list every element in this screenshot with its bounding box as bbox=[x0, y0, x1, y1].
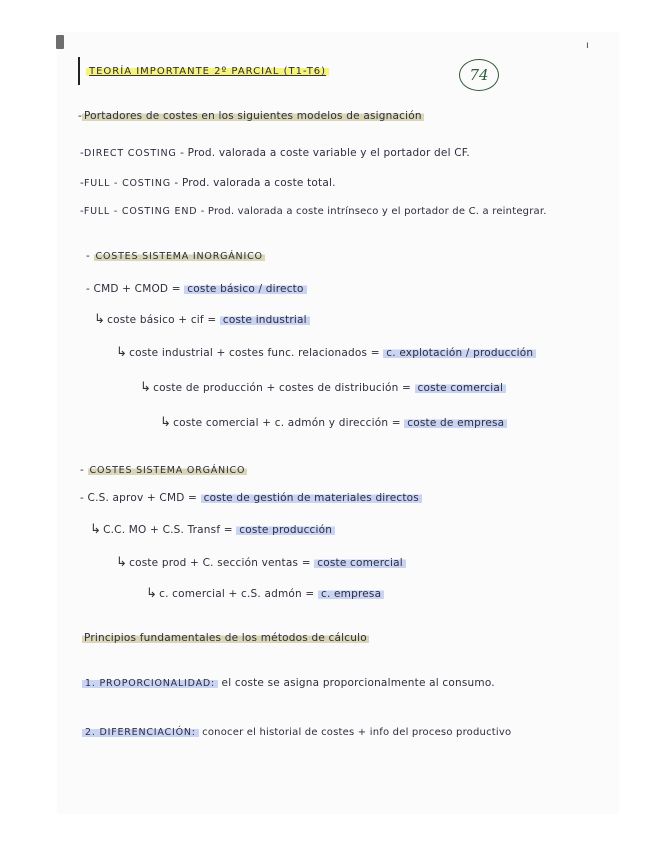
organic-4-left: c. comercial + c.S. admón = bbox=[159, 588, 318, 600]
model-1-name: DIRECT COSTING bbox=[84, 148, 177, 159]
inorganic-line-1: - CMD + CMOD = coste básico / directo bbox=[86, 283, 307, 295]
inorganic-1-left: CMD + CMOD = bbox=[93, 283, 185, 295]
inorganic-line-5 bbox=[160, 415, 507, 430]
inorganic-3-left: coste industrial + costes func. relacionados = bbox=[129, 347, 384, 359]
arrow-icon: ↳ bbox=[160, 415, 172, 430]
organic-heading-text: COSTES SISTEMA ORGÁNICO bbox=[89, 465, 246, 476]
organic-1-result: coste de gestión de materiales directos bbox=[201, 492, 422, 504]
inorganic-line-4 bbox=[140, 380, 506, 395]
page-number-text: 74 bbox=[469, 66, 489, 84]
inorganic-line-2 bbox=[94, 312, 310, 327]
organic-line-3 bbox=[116, 555, 406, 570]
title-margin-bar bbox=[78, 57, 80, 85]
organic-line-2 bbox=[90, 522, 335, 537]
page-title-text: TEORÍA IMPORTANTE 2º PARCIAL (T1-T6) bbox=[86, 66, 329, 77]
page-title bbox=[86, 66, 329, 77]
organic-2-left: C.C. MO + C.S. Transf = bbox=[103, 524, 237, 536]
principles-heading-text: Principios fundamentales de los métodos de cálculo bbox=[84, 632, 367, 644]
intro-line: - Portadores de costes en los siguientes modelos de asignación bbox=[78, 110, 422, 122]
inorganic-5-left: coste comercial + c. admón y dirección = bbox=[173, 417, 405, 429]
organic-line-1: - C.S. aprov + CMD = coste de gestión de materiales directos bbox=[80, 492, 422, 504]
principle-1 bbox=[82, 677, 495, 689]
inorganic-3-result: c. explotación / producción bbox=[383, 347, 536, 359]
page-number-badge bbox=[459, 59, 499, 91]
arrow-icon: ↳ bbox=[116, 345, 128, 360]
principle-2 bbox=[82, 727, 511, 738]
inorganic-1-result: coste básico / directo bbox=[184, 283, 306, 295]
arrow-icon: ↳ bbox=[146, 586, 158, 601]
principle-2-label: 2. DIFERENCIACIÓN: bbox=[82, 727, 199, 738]
organic-1-left: C.S. aprov + CMD = bbox=[87, 492, 201, 504]
margin-mark: ı bbox=[586, 40, 589, 51]
organic-line-4 bbox=[146, 586, 384, 601]
model-3-text: - Prod. valorada a coste intrínseco y el portador de C. a reintegrar. bbox=[197, 206, 547, 217]
organic-2-result: coste producción bbox=[236, 524, 335, 536]
model-line-2: -FULL - COSTING - Prod. valorada a coste total. bbox=[80, 177, 336, 189]
arrow-icon: ↳ bbox=[94, 312, 106, 327]
organic-3-result: coste comercial bbox=[314, 557, 406, 569]
arrow-icon: ↳ bbox=[116, 555, 128, 570]
model-line-1: -DIRECT COSTING - Prod. valorada a coste variable y el portador del CF. bbox=[80, 147, 470, 159]
principles-heading bbox=[82, 632, 369, 644]
inorganic-4-result: coste comercial bbox=[415, 382, 507, 394]
arrow-icon: ↳ bbox=[90, 522, 102, 537]
model-3-name: FULL - COSTING END bbox=[83, 206, 198, 217]
organic-4-result: c. empresa bbox=[318, 588, 384, 600]
model-2-text: - Prod. valorada a coste total. bbox=[170, 177, 336, 189]
principle-2-text: conocer el historial de costes + info del proceso productivo bbox=[198, 727, 512, 738]
inorganic-4-left: coste de producción + costes de distribución = bbox=[153, 382, 415, 394]
scan-corner-mark bbox=[56, 35, 64, 49]
model-1-text: - Prod. valorada a coste variable y el portador del CF. bbox=[176, 147, 470, 159]
arrow-icon: ↳ bbox=[140, 380, 152, 395]
organic-3-left: coste prod + C. sección ventas = bbox=[129, 557, 315, 569]
model-line-3: -FULL - COSTING END - Prod. valorada a coste intrínseco y el portador de C. a reintegrar. bbox=[80, 206, 547, 217]
model-2-name: FULL - COSTING bbox=[84, 178, 171, 189]
inorganic-heading-text: COSTES SISTEMA INORGÁNICO bbox=[95, 251, 263, 262]
principle-1-label: 1. PROPORCIONALIDAD: bbox=[82, 678, 218, 689]
inorganic-5-result: coste de empresa bbox=[404, 417, 507, 429]
inorganic-2-result: coste industrial bbox=[220, 314, 310, 326]
inorganic-line-3 bbox=[116, 345, 536, 360]
inorganic-2-left: coste básico + cif = bbox=[107, 314, 220, 326]
inorganic-heading: - COSTES SISTEMA INORGÁNICO bbox=[86, 250, 263, 262]
principle-1-text: el coste se asigna proporcionalmente al consumo. bbox=[218, 677, 495, 689]
organic-heading: - COSTES SISTEMA ORGÁNICO bbox=[80, 464, 246, 476]
intro-text: Portadores de costes en los siguientes modelos de asignación bbox=[84, 110, 422, 122]
